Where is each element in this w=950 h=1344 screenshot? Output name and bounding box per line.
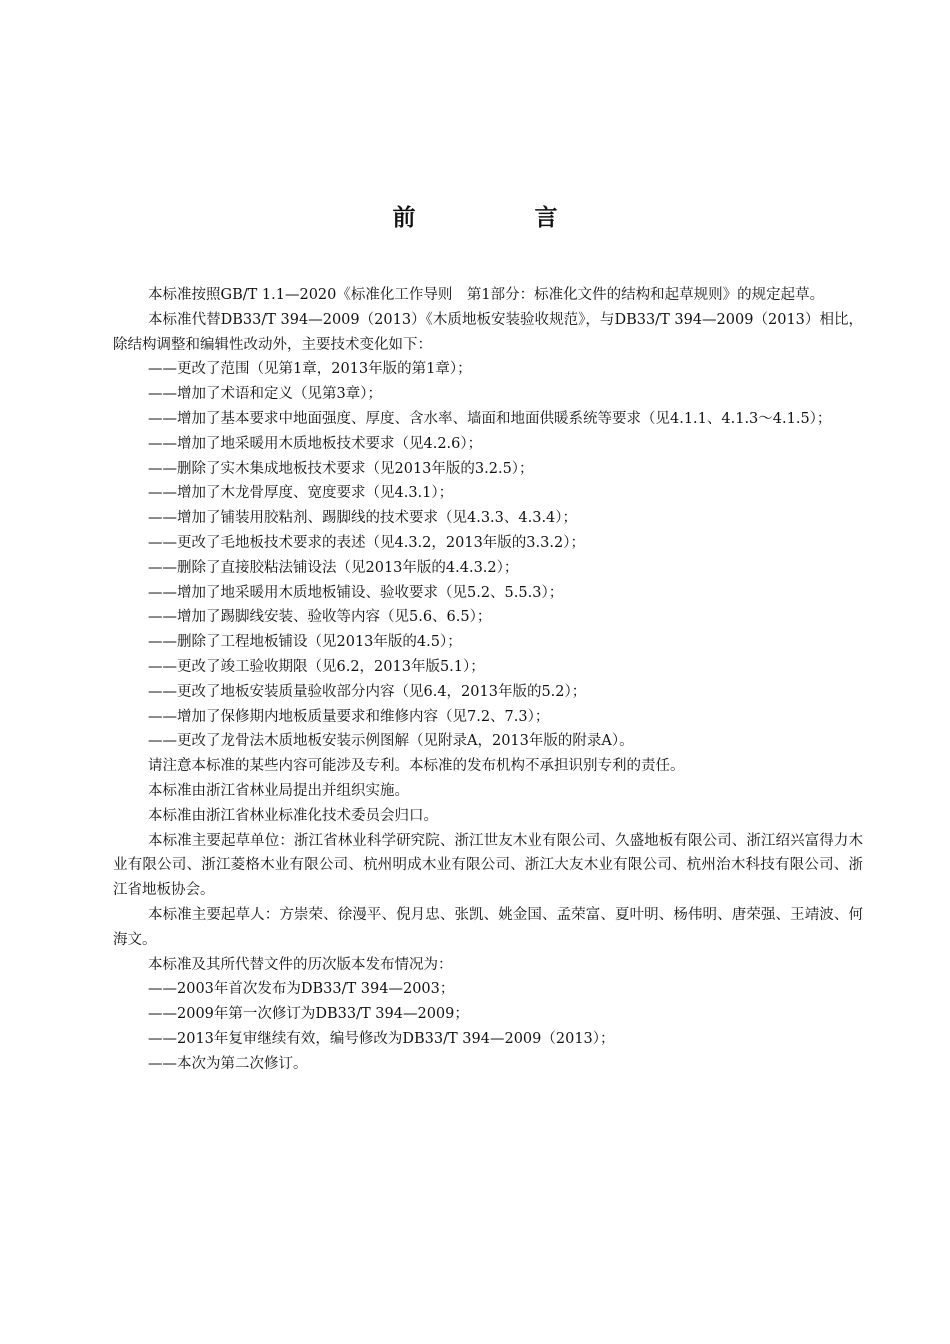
history-item: ——2003年首次发布为DB33/T 394—2003；	[148, 981, 455, 998]
history-item: ——2013年复审继续有效，编号修改为DB33/T 394—2009（2013）；	[148, 1030, 615, 1047]
history-item: ——2009年第一次修订为DB33/T 394—2009；	[148, 1006, 469, 1023]
change-item: ——增加了保修期内地板质量要求和维修内容（见7.2、7.3）；	[148, 708, 550, 725]
change-item: ——增加了木龙骨厚度、宽度要求（见4.3.1）；	[148, 485, 454, 502]
change-item: ——更改了龙骨法木质地板安装示例图解（见附录A，2013年版的附录A）。	[148, 733, 634, 750]
paragraph-drafting-basis: 本标准按照GB/T 1.1—2020《标准化工作导则 第1部分：标准化文件的结构和起草规则》的规定起草。	[148, 287, 825, 303]
change-item: ——删除了工程地板铺设（见2013年版的4.5）；	[148, 634, 462, 651]
change-item: ——更改了毛地板技术要求的表述（见4.3.2，2013年版的3.3.2）；	[148, 534, 585, 551]
paragraph-committee: 本标准由浙江省林业标准化技术委员会归口。	[148, 807, 438, 824]
paragraph-proposer: 本标准由浙江省林业局提出并组织实施。	[148, 782, 409, 799]
page-title: 前 言	[392, 205, 606, 231]
change-item: ——删除了实木集成地板技术要求（见2013年版的3.2.5）；	[148, 460, 534, 477]
change-item: ——更改了地板安装质量验收部分内容（见6.4，2013年版的5.2）；	[148, 683, 587, 700]
change-item: ——删除了直接胶粘法铺设法（见2013年版的4.4.3.2）；	[148, 559, 519, 576]
change-item: ——增加了基本要求中地面强度、厚度、含水率、墙面和地面供暖系统等要求（见4.1.1、4.1.3～4.1.5）；	[148, 410, 832, 427]
document-body	[113, 283, 863, 1077]
paragraph-replacement: 本标准代替DB33/T 394—2009（2013）《木质地板安装验收规范》，与DB33/T 394—2009（2013）相比，除结构调整和编辑性改动外，主要技术变化如下：	[113, 311, 864, 353]
paragraph-drafters: 本标准主要起草人：方崇荣、徐漫平、倪月忠、张凯、姚金国、孟荣富、夏叶明、杨伟明、唐荣强、王靖波、何海文。	[113, 906, 863, 948]
change-item: ——增加了铺装用胶粘剂、踢脚线的技术要求（见4.3.3、4.3.4）；	[148, 510, 578, 527]
history-item: ——本次为第二次修订。	[148, 1055, 308, 1072]
paragraph-drafting-units: 本标准主要起草单位：浙江省林业科学研究院、浙江世友木业有限公司、久盛地板有限公司、浙江绍兴富得力木业有限公司、浙江菱格木业有限公司、杭州明成木业有限公司、浙江大友木业有限公司、杭州治木科技有限公司、浙江省地板协会。	[113, 832, 863, 899]
change-item: ——更改了竣工验收期限（见6.2，2013年版5.1）；	[148, 658, 485, 675]
paragraph-patent-notice: 请注意本标准的某些内容可能涉及专利。本标准的发布机构不承担识别专利的责任。	[148, 758, 685, 775]
change-item: ——更改了范围（见第1章，2013年版的第1章）；	[148, 361, 472, 378]
change-item: ——增加了踢脚线安装、验收等内容（见5.6、6.5）；	[148, 609, 492, 626]
paragraph-history-intro: 本标准及其所代替文件的历次版本发布情况为：	[148, 956, 453, 973]
change-item: ——增加了地采暖用木质地板技术要求（见4.2.6）；	[148, 435, 483, 452]
change-item: ——增加了术语和定义（见第3章）；	[148, 386, 382, 403]
change-item: ——增加了地采暖用木质地板铺设、验收要求（见5.2、5.5.3）；	[148, 584, 564, 601]
